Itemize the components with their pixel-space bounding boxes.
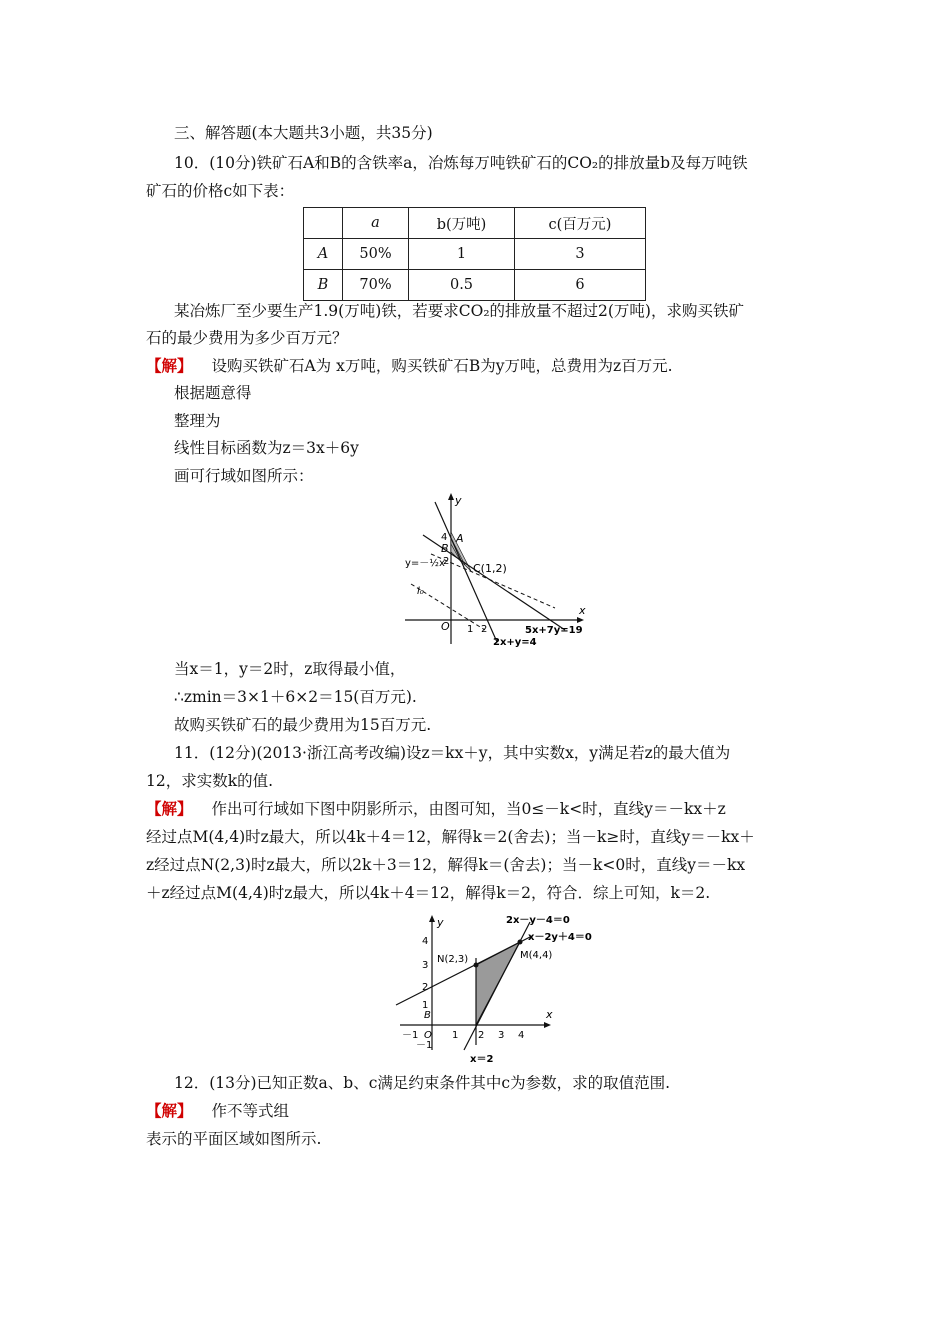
point-m <box>518 940 523 945</box>
q10-text-line1: 10．(10分)铁矿石A和B的含铁率a，冶炼每万吨铁矿石的CO₂的排放量b及每万吨铁 <box>174 154 748 172</box>
origin-label: O <box>424 1030 432 1041</box>
line-y-label: y=－½x <box>405 558 445 569</box>
q11-text-line2: 12，求实数k的值. <box>146 772 274 790</box>
eq-x-2-label: x＝2 <box>470 1054 494 1065</box>
solution-tag: 【解】 <box>146 799 193 818</box>
x-tick-1: 1 <box>452 1030 459 1041</box>
y-axis-arrow <box>448 493 454 500</box>
q11-text-line1: 11．(12分)(2013·浙江高考改编)设z＝kx＋y，其中实数x，y满足若z的最大值为 <box>174 744 731 762</box>
point-a-label: A <box>456 532 464 545</box>
eq-2x-y-label: 2x+y=4 <box>493 637 537 648</box>
feasible-region-graph-2 <box>392 910 622 1065</box>
y-tick-4: 4 <box>441 532 448 543</box>
q10-text-line4: 石的最少费用为多少百万元？ <box>146 329 348 347</box>
q10-solution-line5: 画可行域如图所示： <box>174 467 314 485</box>
ore-data-table <box>303 207 646 301</box>
solution-tag: 【解】 <box>146 1101 193 1120</box>
y-axis-arrow <box>429 915 435 922</box>
feasible-region-graph-1 <box>395 490 595 650</box>
table-header-cell <box>304 208 343 239</box>
x-tick-1: 1 <box>467 624 474 635</box>
table-header-cell: c(百万元) <box>515 208 646 239</box>
q10-after-line3: 故购买铁矿石的最少费用为15百万元. <box>174 716 432 734</box>
eq-2x-y-4-label: 2x－y－4＝0 <box>506 915 570 926</box>
q11-solution-line4: ＋z经过点M(4,4)时z最大，所以4k＋4＝12，解得k＝2，符合．综上可知，k＝2. <box>146 884 711 902</box>
table-header-cell: b(万吨) <box>409 208 515 239</box>
point-c-label: C(1,2) <box>473 562 507 575</box>
y-tick-1: 1 <box>422 1000 429 1011</box>
q10-after-line2: ∴zmin＝3×1＋6×2＝15(百万元). <box>174 688 417 706</box>
point-n <box>474 963 479 968</box>
table-header-row <box>304 208 646 239</box>
line-x-2y-4 <box>396 936 532 1005</box>
x-axis-arrow <box>577 617 584 623</box>
line-l0-label: l₀ <box>417 586 424 597</box>
table-row <box>304 239 646 270</box>
q11-solution-line3: z经过点N(2,3)时z最大，所以2k＋3＝12，解得k＝(舍去)；当－k<0时，直线y＝－kx <box>146 856 746 874</box>
q10-solution-line3: 整理为 <box>174 412 221 430</box>
table-cell: 0.5 <box>409 270 515 301</box>
q10-text-line2: 矿石的价格c如下表： <box>146 182 295 200</box>
point-b-label: B <box>424 1010 431 1021</box>
table-cell: B <box>304 270 343 301</box>
solution-tag: 【解】 <box>146 356 193 375</box>
table-header-cell: a <box>343 208 409 239</box>
y-tick-2: 2 <box>422 982 429 993</box>
q12-solution-line1: 【解】 作不等式组 <box>146 1101 289 1120</box>
y-tick-4: 4 <box>422 936 429 947</box>
point-b-label: B <box>441 542 449 555</box>
y-tick-3: 3 <box>422 960 429 971</box>
y-tick-2: 2 <box>443 556 450 567</box>
q10-solution-line1: 【解】 设购买铁矿石A为 x万吨，购买铁矿石B为y万吨，总费用为z百万元. <box>146 356 673 375</box>
point-n-label: N(2,3) <box>437 954 469 965</box>
q11-solution-line1: 【解】 作出可行域如下图中阴影所示，由图可知，当0≤－k<时，直线y＝－kx＋z <box>146 799 726 818</box>
x-axis-label: x <box>546 1008 553 1021</box>
table-cell: 1 <box>409 239 515 270</box>
q10-after-line1: 当x＝1，y＝2时，z取得最小值， <box>174 660 406 678</box>
x-axis-arrow <box>544 1022 551 1028</box>
q10-solution-line2: 根据题意得 <box>174 384 252 402</box>
x-axis-label: x <box>579 604 586 617</box>
y-axis-label: y <box>455 494 462 507</box>
x-tick-3: 3 <box>498 1030 505 1041</box>
q11-solution-line2: 经过点M(4,4)时z最大，所以4k＋4＝12，解得k＝2(舍去)；当－k≥时，直线y＝－kx＋ <box>146 828 755 846</box>
table-row <box>304 270 646 301</box>
table-cell: 3 <box>515 239 646 270</box>
q12-solution-line2: 表示的平面区域如图所示. <box>146 1130 322 1148</box>
eq-x-2y-4-label: x－2y＋4＝0 <box>528 932 592 943</box>
q10-text-line3: 某冶炼厂至少要生产1.9(万吨)铁，若要求CO₂的排放量不超过2(万吨)，求购买铁矿 <box>174 302 744 320</box>
x-tick-2: 2 <box>478 1030 485 1041</box>
point-m-label: M(4,4) <box>520 950 553 961</box>
eq-5x-7y-label: 5x+7y=19 <box>525 625 583 636</box>
x-tick-2: 2 <box>481 624 488 635</box>
y-tick-minus-1: －1 <box>416 1040 433 1051</box>
table-cell: A <box>304 239 343 270</box>
x-tick-minus-1: －1 <box>402 1030 419 1041</box>
q12-text-line1: 12．(13分)已知正数a、b、c满足约束条件其中c为参数，求的取值范围. <box>174 1074 670 1092</box>
x-tick-4: 4 <box>518 1030 525 1041</box>
y-axis-label: y <box>437 916 444 929</box>
section-heading: 三、解答题(本大题共3小题，共35分) <box>174 124 433 142</box>
origin-label: O <box>441 620 450 633</box>
table-cell: 50% <box>343 239 409 270</box>
table-cell: 6 <box>515 270 646 301</box>
q10-solution-line4: 线性目标函数为z＝3x＋6y <box>174 439 359 457</box>
table-cell: 70% <box>343 270 409 301</box>
